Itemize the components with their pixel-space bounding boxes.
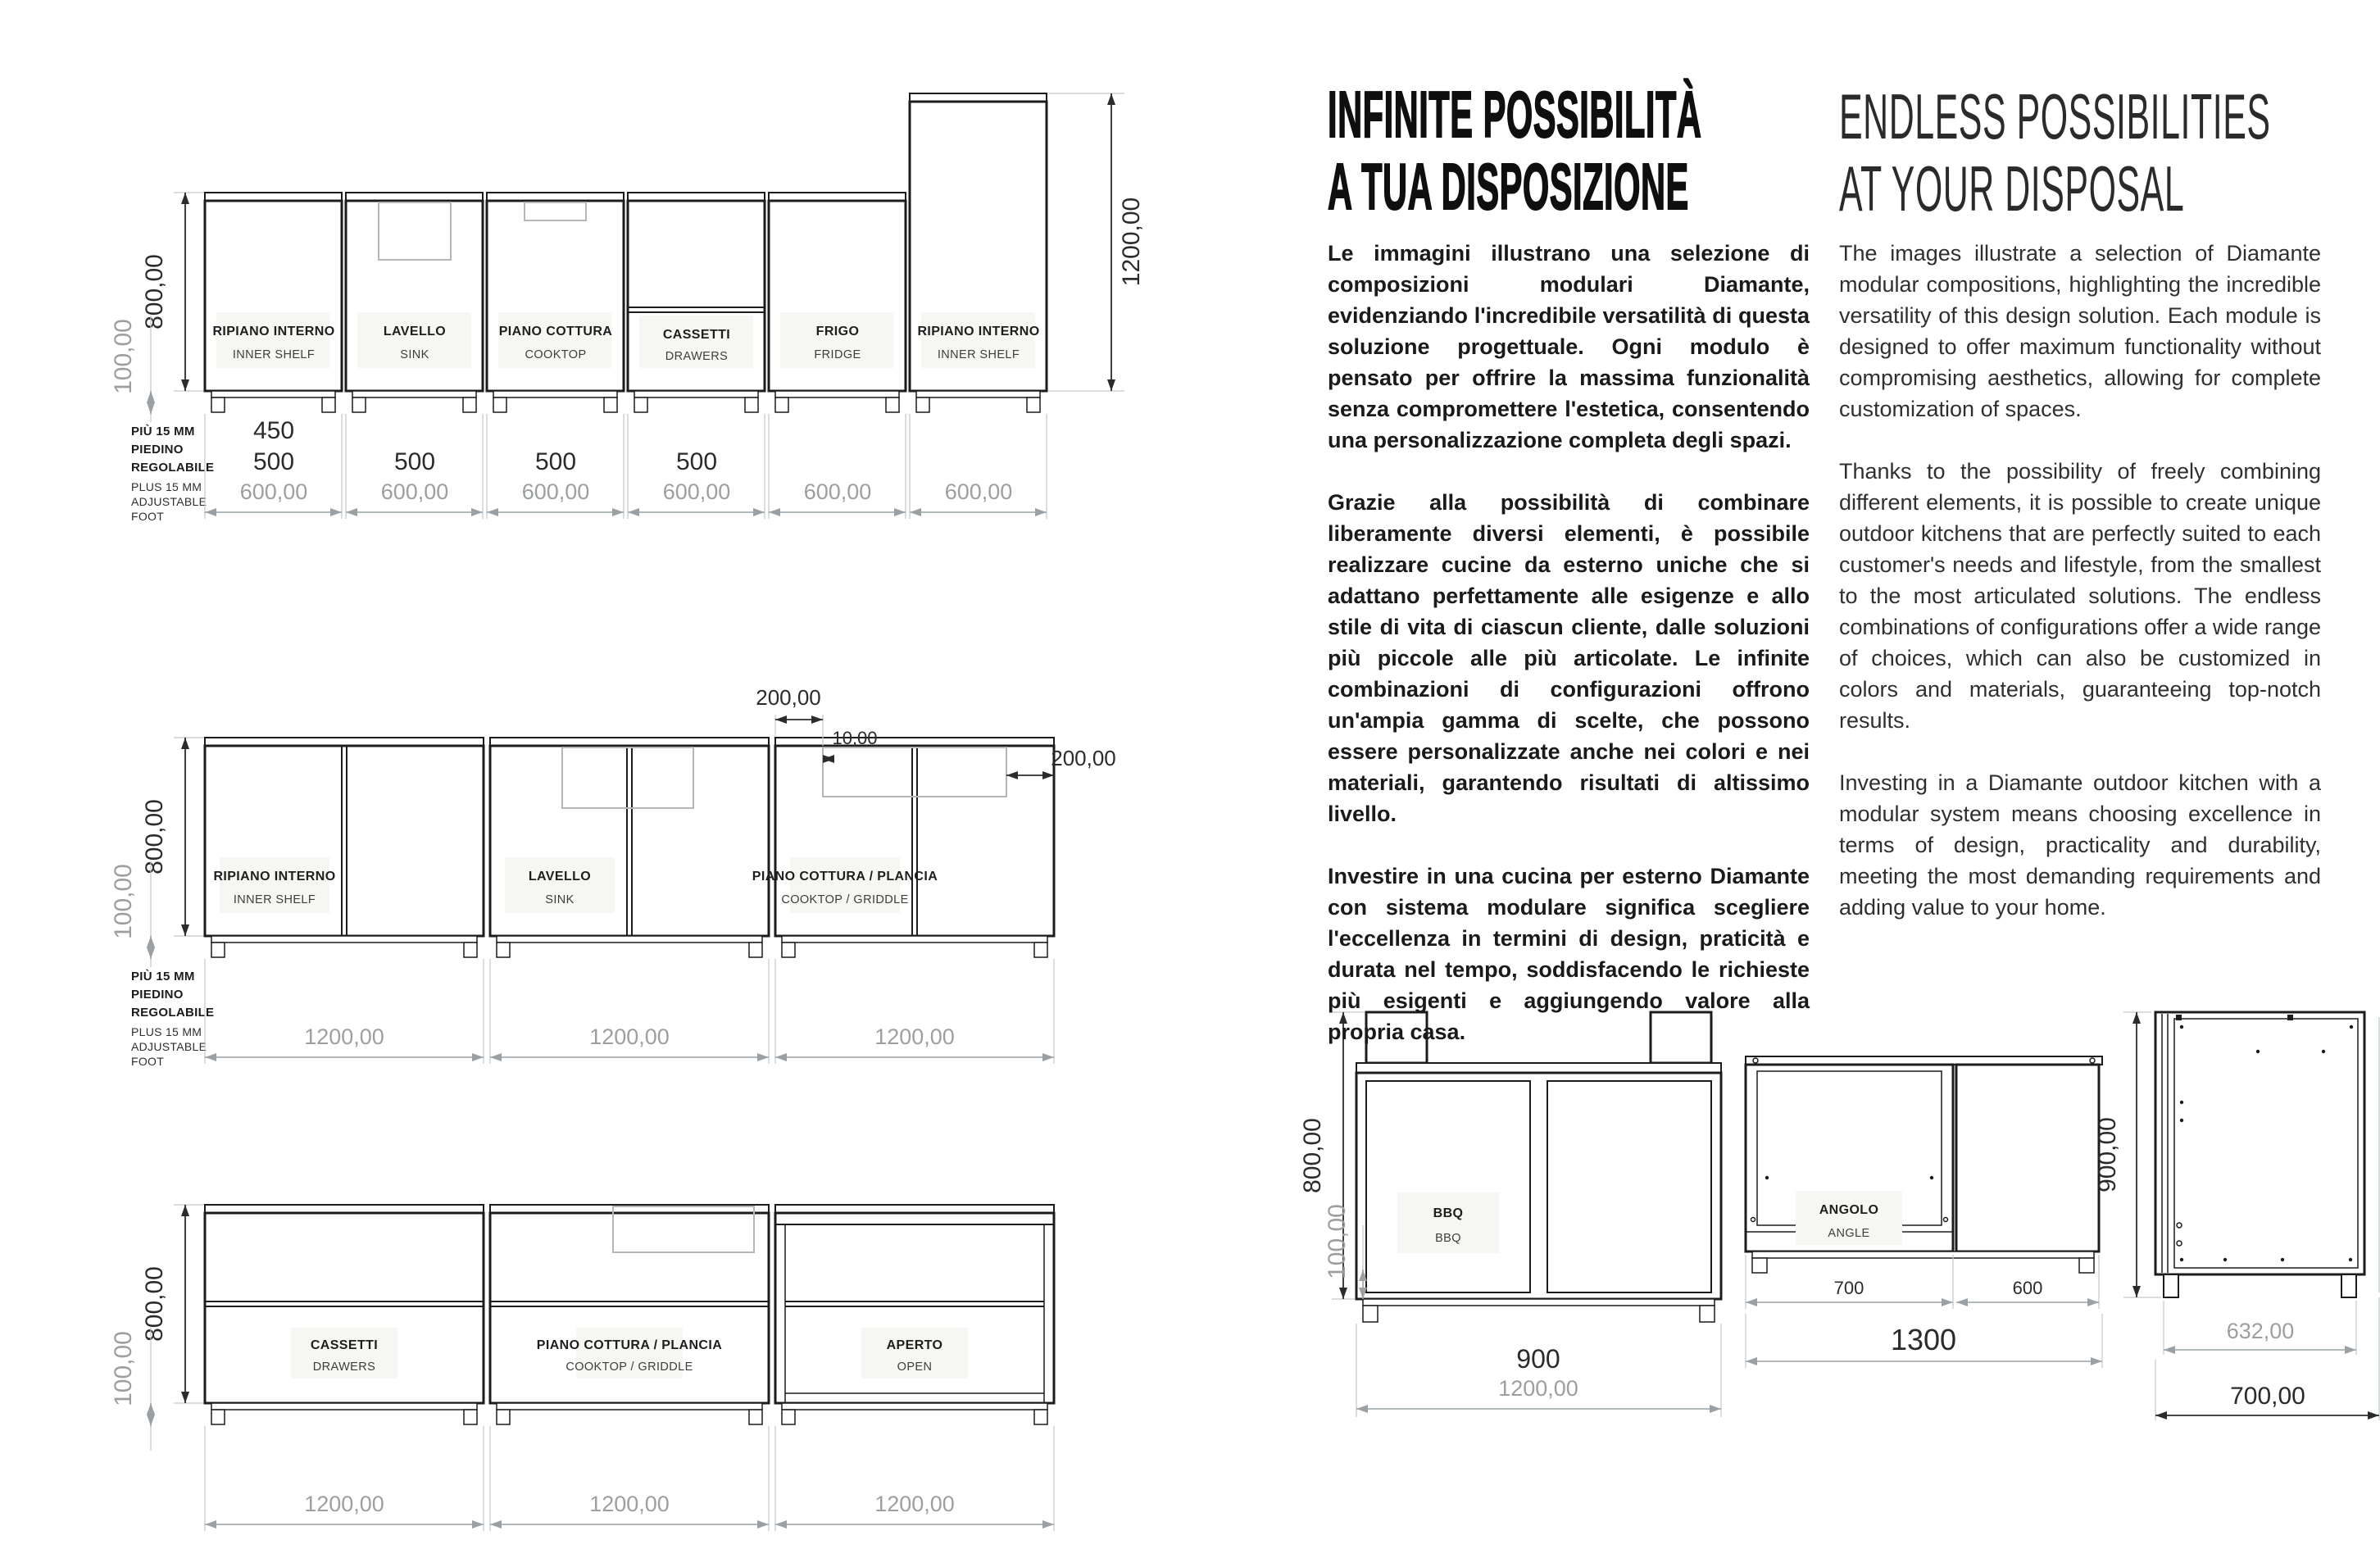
row2-width-dimensions	[205, 959, 1054, 1064]
row1-dim-600: 600,00	[662, 479, 731, 504]
row2-height-dimensions	[110, 738, 207, 967]
row1-dim-600: 600,00	[380, 479, 449, 504]
module-label-it: BBQ	[1433, 1206, 1464, 1220]
module-label-en: DRAWERS	[665, 350, 729, 363]
drawing-row2-1200mm-modules	[49, 615, 1180, 1106]
module-label-it: ANGOLO	[1819, 1203, 1879, 1217]
body-text-english	[1839, 238, 2321, 954]
row3-height-dimensions	[110, 1205, 207, 1451]
module-label-en: OPEN	[897, 1360, 933, 1374]
row1-dim-600: 600,00	[944, 479, 1013, 504]
italian-paragraph: Investire in una cucina per esterno Diamante con sistema modulare significa scegliere l'eccellenza in termini di design, praticità e durata nel tempo, soddisfacendo le richieste più esigenti e aggiungendo valore alla propria casa.	[1328, 864, 1810, 1044]
module-label-it: LAVELLO	[528, 870, 592, 884]
row1-foot-note	[131, 424, 214, 523]
module-label-it: FRIGO	[815, 325, 860, 338]
svg-text:PLUS 15 MM: PLUS 15 MM	[131, 1025, 202, 1038]
module-label-it: RIPIANO INTERNO	[213, 870, 336, 884]
row1-dim-500: 500	[675, 448, 718, 475]
row1-dim-500: 500	[393, 448, 436, 475]
side-dim-900: 900,00	[2094, 1117, 2121, 1192]
row1-width-dimensions	[205, 414, 1047, 519]
row1-dim-1200: 1200,00	[1118, 197, 1145, 287]
row1-module-tall-inner-shelf	[910, 93, 1047, 412]
module-label-it: RIPIANO INTERNO	[212, 325, 335, 338]
italian-paragraph: Grazie alla possibilità di combinare liberamente diversi elementi, è possibile realizzare cucine da esterno uniche che si adattano perfettamente alle esigenze e allo stile di vita di ciascun cliente, dalle soluzioni più piccole alle più articolate. Le infinite combinazioni di configurazioni offrono un'ampia gamma di scelte, che possono essere personalizzate anche nei colori e nei materiali, garantendo risultati di altissimo livello.	[1328, 490, 1810, 826]
svg-text:PIEDINO: PIEDINO	[131, 443, 184, 457]
module-label-it: LAVELLO	[383, 325, 447, 338]
row1-module-cooktop	[487, 193, 624, 412]
row1-module-drawers	[628, 193, 765, 412]
english-paragraph: Investing in a Diamante outdoor kitchen with a modular system means choosing excellence in terms of design, practicality and durability, meeting the most demanding requirements and adding value to your home.	[1839, 770, 2321, 920]
row1-module-sink	[346, 193, 483, 412]
svg-text:PIEDINO: PIEDINO	[131, 988, 184, 1002]
side-view-module	[2155, 1012, 2364, 1297]
row2-module-cooktop-griddle	[752, 738, 1054, 957]
heading-italian-line1: INFINITE POSSIBILITÀ	[1328, 78, 1702, 151]
svg-text:PIÙ 15 MM: PIÙ 15 MM	[131, 425, 195, 438]
heading-italian	[1328, 79, 1701, 223]
row2-foot-note	[131, 969, 214, 1068]
module-label-en: ANGLE	[1828, 1227, 1870, 1240]
row1-dim-500: 500	[534, 448, 577, 475]
row2-dim-1200: 1200,00	[589, 1024, 670, 1049]
row3-dim-1200: 1200,00	[874, 1492, 955, 1516]
module-label-it: RIPIANO INTERNO	[917, 325, 1040, 338]
row2-module-sink	[490, 738, 769, 957]
module-label-it: PIANO COTTURA / PLANCIA	[752, 870, 938, 884]
module-label-en: COOKTOP / GRIDDLE	[565, 1360, 693, 1374]
angolo-dim-700: 700	[1833, 1278, 1864, 1298]
bbq-dim-800: 800,00	[1299, 1118, 1326, 1193]
svg-text:REGOLABILE: REGOLABILE	[131, 1006, 215, 1020]
row1-tall-dimension	[1048, 93, 1145, 391]
english-paragraph: Thanks to the possibility of freely combining different elements, it is possible to create unique outdoor kitchens that are perfectly suited to each customer's needs and lifestyle, from the smallest to the most articulated solutions. The endless combinations of configurations offer a wide range of choices, which can also be customized in colors and materials, guaranteeing top-notch results.	[1839, 459, 2321, 733]
dim-offset-200-right: 200,00	[1051, 746, 1116, 770]
row1-dim-600: 600,00	[239, 479, 308, 504]
module-label-en: SINK	[545, 893, 575, 906]
row3-module-drawers	[205, 1205, 484, 1424]
module-label-en: FRIDGE	[814, 348, 861, 361]
heading-english-line1: ENDLESS POSSIBILITIES	[1839, 80, 2271, 152]
row3-width-dimensions	[205, 1426, 1054, 1531]
bbq-dim-100: 100,00	[1324, 1204, 1351, 1279]
module-label-en: INNER SHELF	[233, 893, 316, 906]
svg-text:PLUS 15 MM: PLUS 15 MM	[131, 480, 202, 493]
module-label-en: COOKTOP / GRIDDLE	[781, 893, 909, 906]
row1-module-fridge	[769, 193, 906, 412]
module-label-it: CASSETTI	[662, 328, 731, 342]
row3-module-cooktop-griddle	[490, 1205, 769, 1424]
bbq-dim-900: 900	[1516, 1344, 1560, 1374]
row2-module-inner-shelf	[205, 738, 484, 957]
angolo-module	[1746, 1056, 2102, 1273]
svg-text:REGOLABILE: REGOLABILE	[131, 461, 215, 475]
row2-dim-800: 800,00	[141, 799, 168, 874]
heading-italian-line2: A TUA DISPOSIZIONE	[1328, 150, 1689, 223]
side-dim-700: 700,00	[2230, 1383, 2305, 1410]
svg-text:FOOT: FOOT	[131, 510, 165, 523]
side-dim-632: 632,00	[2226, 1319, 2295, 1343]
dim-offset-200-left: 200,00	[756, 685, 821, 710]
row2-dim-1200: 1200,00	[874, 1024, 955, 1049]
svg-text:FOOT: FOOT	[131, 1055, 165, 1068]
italian-paragraph: Le immagini illustrano una selezione di composizioni modulari Diamante, evidenziando l'incredibile versatilità di questa soluzione progettuale. Ogni modulo è pensato per offrire la massima funzionalità senza compromettere l'estetica, consentendo una personalizzazione completa degli spazi.	[1328, 241, 1810, 452]
row1-dim-600: 600,00	[803, 479, 872, 504]
module-label-en: DRAWERS	[312, 1360, 376, 1374]
row2-dim-1200: 1200,00	[304, 1024, 384, 1049]
angolo-dimensions	[1746, 1255, 2102, 1368]
row1-dim-450: 450	[252, 417, 295, 444]
module-label-it: PIANO COTTURA / PLANCIA	[536, 1338, 723, 1352]
heading-english	[1839, 80, 2271, 225]
angolo-dim-600: 600	[2012, 1278, 2043, 1298]
row3-dim-1200: 1200,00	[304, 1492, 384, 1516]
drawing-row3-1200mm-modules	[49, 1082, 1180, 1549]
row2-dim-100: 100,00	[110, 864, 137, 939]
body-text-italian	[1328, 238, 1810, 1079]
module-label-it: APERTO	[886, 1338, 943, 1352]
svg-text:PIÙ 15 MM: PIÙ 15 MM	[131, 970, 195, 983]
row1-dim-800: 800,00	[141, 254, 168, 329]
drawing-row1-600mm-modules	[49, 70, 1180, 561]
svg-text:ADJUSTABLE: ADJUSTABLE	[131, 495, 207, 508]
row1-dim-500: 500	[252, 448, 295, 475]
module-label-it: CASSETTI	[310, 1338, 379, 1352]
row1-dim-600: 600,00	[521, 479, 590, 504]
module-label-en: INNER SHELF	[937, 348, 1020, 361]
row3-module-open	[775, 1205, 1054, 1424]
svg-text:ADJUSTABLE: ADJUSTABLE	[131, 1040, 207, 1053]
module-label-it: PIANO COTTURA	[498, 325, 613, 338]
dim-gap-10: 10,00	[832, 728, 878, 748]
bbq-dim-1200: 1200,00	[1498, 1376, 1578, 1401]
module-label-en: INNER SHELF	[232, 348, 316, 361]
row3-dim-1200: 1200,00	[589, 1492, 670, 1516]
angolo-dim-1300: 1300	[1890, 1323, 1957, 1356]
heading-english-line2: AT YOUR DISPOSAL	[1839, 152, 2185, 225]
row3-dim-800: 800,00	[141, 1266, 168, 1342]
module-label-en: SINK	[400, 348, 429, 361]
row1-dim-100: 100,00	[110, 319, 137, 394]
english-paragraph: The images illustrate a selection of Diamante modular compositions, highlighting the incredible versatility of this design solution. Each module is designed to offer maximum functionality without compromising aesthetics, allowing for complete customization of spaces.	[1839, 241, 2321, 421]
row3-dim-100: 100,00	[110, 1331, 137, 1406]
module-label-en: COOKTOP	[525, 348, 587, 361]
row1-height-dimensions	[110, 193, 207, 422]
module-label-en: BBQ	[1435, 1232, 1461, 1245]
row1-module-inner-shelf	[205, 193, 342, 412]
